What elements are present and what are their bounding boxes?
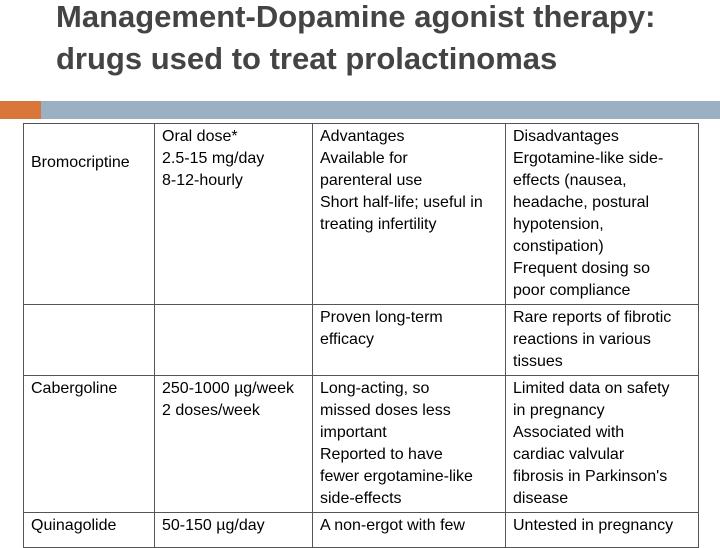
drug-name-cell	[24, 305, 155, 376]
disadvantages-cell: Untested in pregnancy	[506, 513, 699, 548]
dose-cell: Oral dose* 2.5-15 mg/day 8-12-hourly	[155, 124, 313, 305]
title-main: Dopamine agonist therapy: drugs used to treat prolactinomas	[56, 0, 656, 76]
disadvantages-cell: Disadvantages Ergotamine-like side- effects (nausea, headache, postural hypotension, constipation) Frequent dosing so poor compliance	[506, 124, 699, 305]
advantages-cell: Long-acting, so missed doses less important Reported to have fewer ergotamine-like side-effects	[313, 376, 506, 513]
title-accent-block	[0, 101, 41, 119]
drug-table	[23, 123, 699, 548]
dose-cell: 50-150 µg/day	[155, 513, 313, 548]
drug-name-cell: Cabergoline	[24, 376, 155, 513]
disadvantages-cell: Limited data on safety in pregnancy Associated with cardiac valvular fibrosis in Parkinson's disease	[506, 376, 699, 513]
header-disadvantages: Disadvantages	[513, 128, 619, 145]
table-row	[24, 513, 699, 548]
advantages-cell: Proven long-term efficacy	[313, 305, 506, 376]
dose-cell	[155, 305, 313, 376]
dose-cell: 250-1000 µg/week 2 doses/week	[155, 376, 313, 513]
drug-name-cell: Quinagolide	[24, 513, 155, 548]
table-row	[24, 124, 699, 305]
header-advantages: Advantages	[320, 128, 405, 145]
table-row	[24, 305, 699, 376]
disadvantages-cell: Rare reports of fibrotic reactions in various tissues	[506, 305, 699, 376]
slide-title	[56, 0, 696, 80]
header-oral-dose: Oral dose*	[162, 128, 238, 145]
table-row	[24, 376, 699, 513]
advantages-cell: Advantages Available for parenteral use Short half-life; useful in treating infertility	[313, 124, 506, 305]
title-prefix: Management-	[56, 0, 256, 34]
drug-name-cell: Bromocriptine	[24, 124, 155, 305]
title-accent-bar	[41, 101, 720, 119]
advantages-cell: A non-ergot with few	[313, 513, 506, 548]
